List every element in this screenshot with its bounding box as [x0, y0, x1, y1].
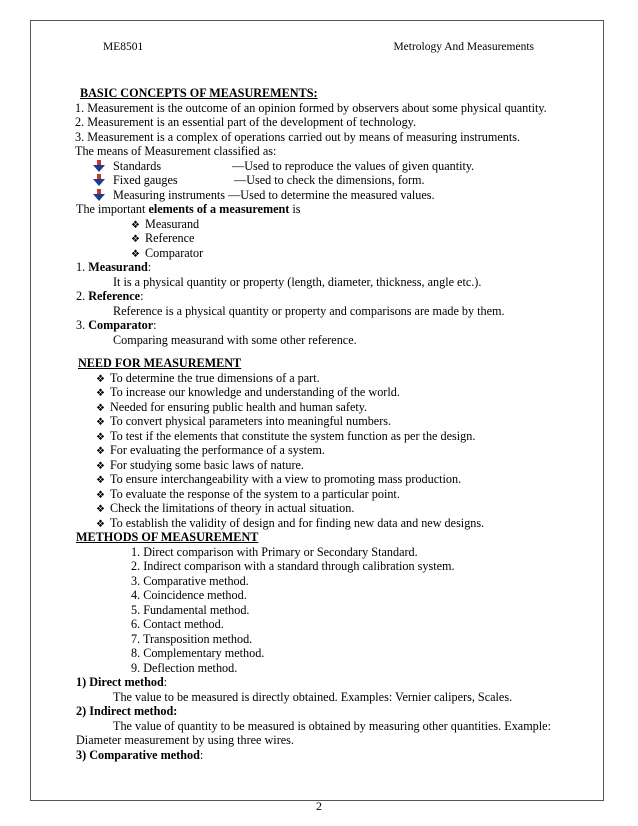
definition-comparator-title: 3. Comparator:: [76, 318, 157, 332]
bullet-icon: ❖: [131, 248, 140, 260]
need-item: ❖ To ensure interchangeability with a view to promoting mass production.: [76, 472, 596, 487]
method-item: 4. Coincidence method.: [131, 588, 247, 602]
method-item: 5. Fundamental method.: [131, 602, 250, 617]
method-item: 7. Transposition method.: [131, 631, 253, 646]
need-item: ❖ To determine the true dimensions of a part.: [76, 371, 596, 386]
direct-method-text: The value to be measured is directly obtained. Examples: Vernier calipers, Scales.: [113, 689, 513, 704]
bullet-icon: ❖: [96, 489, 105, 501]
bullet-icon: ❖: [96, 460, 105, 472]
course-title: Metrology And Measurements: [393, 41, 534, 53]
need-item: ❖ To convert physical parameters into meaningful numbers.: [76, 414, 596, 429]
down-arrow-icon: [93, 189, 105, 201]
need-heading: NEED FOR MEASUREMENT: [78, 356, 242, 370]
need-item: ❖ To establish the validity of design and for finding new data and new designs.: [76, 516, 596, 531]
document-body: [76, 86, 596, 762]
bullet-icon: ❖: [96, 475, 105, 486]
method-item: 8. Complementary method.: [131, 646, 265, 660]
bullet-icon: ❖: [96, 417, 105, 428]
need-item: ❖ Check the limitations of theory in actual situation.: [76, 501, 596, 516]
bullet-icon: ❖: [96, 373, 105, 385]
definition-measurand-title: 1. Measurand:: [76, 260, 152, 274]
bullet-icon: ❖: [96, 446, 105, 457]
methods-list: [76, 545, 596, 676]
bullet-icon: ❖: [96, 431, 105, 443]
direct-method-title: 1) Direct method:: [76, 675, 168, 689]
indirect-method-text-1: The value of quantity to be measured is obtained by measuring other quantities. Example:: [113, 718, 551, 733]
definition-reference-text: Reference is a physical quantity or property and comparisons are made by them.: [113, 303, 505, 318]
means-item-fixed-gauges: Fixed gauges —Used to check the dimensions, form.: [76, 173, 596, 188]
comparative-method-title: 3) Comparative method:: [76, 747, 204, 762]
method-item: 2. Indirect comparison with a standard through calibration system.: [131, 559, 455, 573]
down-arrow-icon: [93, 174, 105, 186]
need-item: ❖ For studying some basic laws of nature.: [76, 458, 596, 473]
element-item: ❖ Measurand: [76, 217, 596, 232]
means-item-standards: Standards —Used to reproduce the values of given quantity.: [76, 159, 596, 174]
bullet-icon: ❖: [131, 234, 140, 245]
need-item: ❖ For evaluating the performance of a system.: [76, 443, 596, 458]
indirect-method-text-2: Diameter measurement by using three wires.: [76, 733, 294, 747]
elements-intro: The important elements of a measurement is: [76, 202, 301, 216]
bullet-icon: ❖: [131, 219, 140, 231]
basic-point-1: 1. Measurement is the outcome of an opinion formed by observers about some physical quantity.: [75, 100, 547, 115]
need-item: ❖ To evaluate the response of the system to a particular point.: [76, 487, 596, 502]
means-intro: The means of Measurement classified as:: [75, 144, 277, 158]
definition-measurand-text: It is a physical quantity or property (length, diameter, thickness, angle etc.).: [113, 274, 482, 289]
basic-concepts-heading: BASIC CONCEPTS OF MEASUREMENTS:: [80, 86, 318, 100]
bullet-icon: ❖: [96, 388, 105, 399]
bullet-icon: ❖: [96, 518, 105, 530]
method-item: 9. Deflection method.: [131, 660, 238, 675]
definition-comparator-text: Comparing measurand with some other reference.: [113, 332, 357, 347]
indirect-method-title: 2) Indirect method:: [76, 704, 178, 718]
method-item: 3. Comparative method.: [131, 573, 249, 588]
down-arrow-icon: [93, 160, 105, 172]
method-item: 6. Contact method.: [131, 617, 224, 631]
method-item: 1. Direct comparison with Primary or Secondary Standard.: [131, 544, 418, 559]
basic-point-3: 3. Measurement is a complex of operations carried out by means of measuring instruments.: [75, 129, 521, 144]
page-number: 2: [316, 799, 322, 813]
need-item: ❖ To increase our knowledge and understanding of the world.: [76, 385, 596, 400]
definition-reference-title: 2. Reference:: [76, 289, 144, 303]
methods-heading: METHODS OF MEASUREMENT: [76, 530, 259, 544]
need-list: [76, 371, 596, 531]
bullet-icon: ❖: [96, 504, 105, 515]
need-item: ❖ Needed for ensuring public health and human safety.: [76, 400, 596, 415]
course-code: ME8501: [103, 41, 144, 53]
basic-point-2: 2. Measurement is an essential part of the development of technology.: [75, 115, 417, 129]
need-item: ❖ To test if the elements that constitute the system function as per the design.: [76, 429, 596, 444]
bullet-icon: ❖: [96, 402, 105, 414]
element-item: ❖ Reference: [76, 231, 596, 246]
means-item-measuring-instruments: Measuring instruments —Used to determine the measured values.: [76, 188, 596, 203]
element-item: ❖ Comparator: [76, 246, 596, 261]
